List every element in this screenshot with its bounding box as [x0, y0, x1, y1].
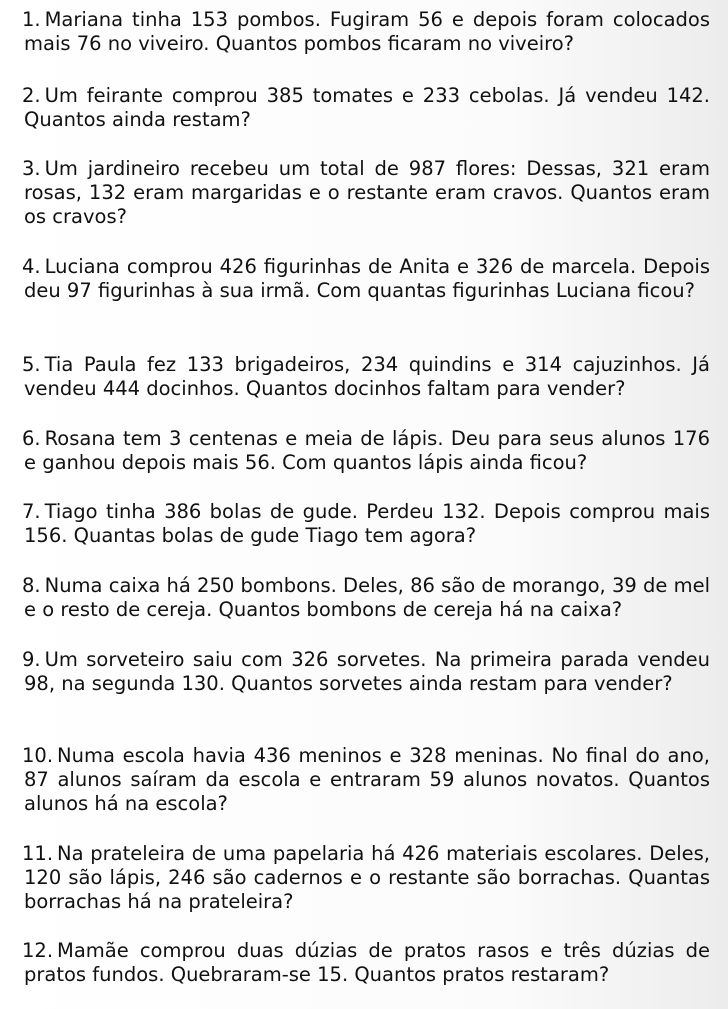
problem-text: Mariana tinha 153 pombos. Fugiram 56 e depois foram colocados mais 76 no viveiro. Quantos pombos ficaram no viveiro?	[24, 8, 710, 55]
problem-text: Tia Paula fez 133 brigadeiros, 234 quindins e 314 cajuzinhos. Já vendeu 444 docinhos. Quantos docinhos faltam para vender?	[24, 353, 710, 400]
problem-4	[20, 255, 710, 303]
problem-3	[20, 157, 710, 229]
problem-6	[20, 427, 710, 475]
problem-2	[20, 84, 710, 132]
problem-text: Mamãe comprou duas dúzias de pratos rasos e três dúzias de pratos fundos. Quebraram-se 15. Quantos pratos restaram?	[24, 939, 710, 986]
problem-1	[20, 8, 710, 56]
problem-number: 3.	[22, 157, 41, 180]
problem-10	[20, 744, 710, 816]
problem-number: 11.	[22, 842, 54, 865]
problem-text: Um sorveteiro saiu com 326 sorvetes. Na primeira parada vendeu 98, na segunda 130. Quantos sorvetes ainda restam para vender?	[24, 648, 710, 695]
problem-text: Na prateleira de uma papelaria há 426 materiais escolares. Deles, 120 são lápis, 246 são cadernos e o restante são borrachas. Quantas borrachas há na prateleira?	[24, 842, 710, 913]
problem-text: Um jardineiro recebeu um total de 987 flores: Dessas, 321 eram rosas, 132 eram margaridas e o restante eram cravos. Quantos eram os cravos?	[24, 157, 710, 228]
problem-number: 8.	[22, 574, 41, 597]
problem-number: 5.	[22, 353, 41, 376]
problem-text: Um feirante comprou 385 tomates e 233 cebolas. Já vendeu 142. Quantos ainda restam?	[24, 84, 710, 131]
problem-text: Tiago tinha 386 bolas de gude. Perdeu 132. Depois comprou mais 156. Quantas bolas de gude Tiago tem agora?	[24, 500, 710, 547]
problem-text: Numa escola havia 436 meninos e 328 meninas. No final do ano, 87 alunos saíram da escola e entraram 59 alunos novatos. Quantos alunos há na escola?	[24, 744, 710, 815]
problem-12	[20, 939, 710, 987]
problem-number: 4.	[22, 255, 41, 278]
problem-8	[20, 574, 710, 622]
problem-text: Luciana comprou 426 figurinhas de Anita e 326 de marcela. Depois deu 97 figurinhas à sua irmã. Com quantas figurinhas Luciana ficou?	[24, 255, 710, 302]
problem-number: 12.	[22, 939, 54, 962]
problem-11	[20, 842, 710, 914]
problem-5	[20, 353, 710, 401]
problem-number: 7.	[22, 500, 41, 523]
problem-9	[20, 648, 710, 696]
problem-number: 1.	[22, 8, 41, 31]
problem-number: 2.	[22, 84, 41, 107]
problem-text: Numa caixa há 250 bombons. Deles, 86 são de morango, 39 de mel e o resto de cereja. Quantos bombons de cereja há na caixa?	[24, 574, 710, 621]
problem-7	[20, 500, 710, 548]
problem-text: Rosana tem 3 centenas e meia de lápis. Deu para seus alunos 176 e ganhou depois mais 56. Com quantos lápis ainda ficou?	[24, 427, 710, 474]
problem-number: 10.	[22, 744, 54, 767]
problem-number: 9.	[22, 648, 41, 671]
problem-number: 6.	[22, 427, 41, 450]
